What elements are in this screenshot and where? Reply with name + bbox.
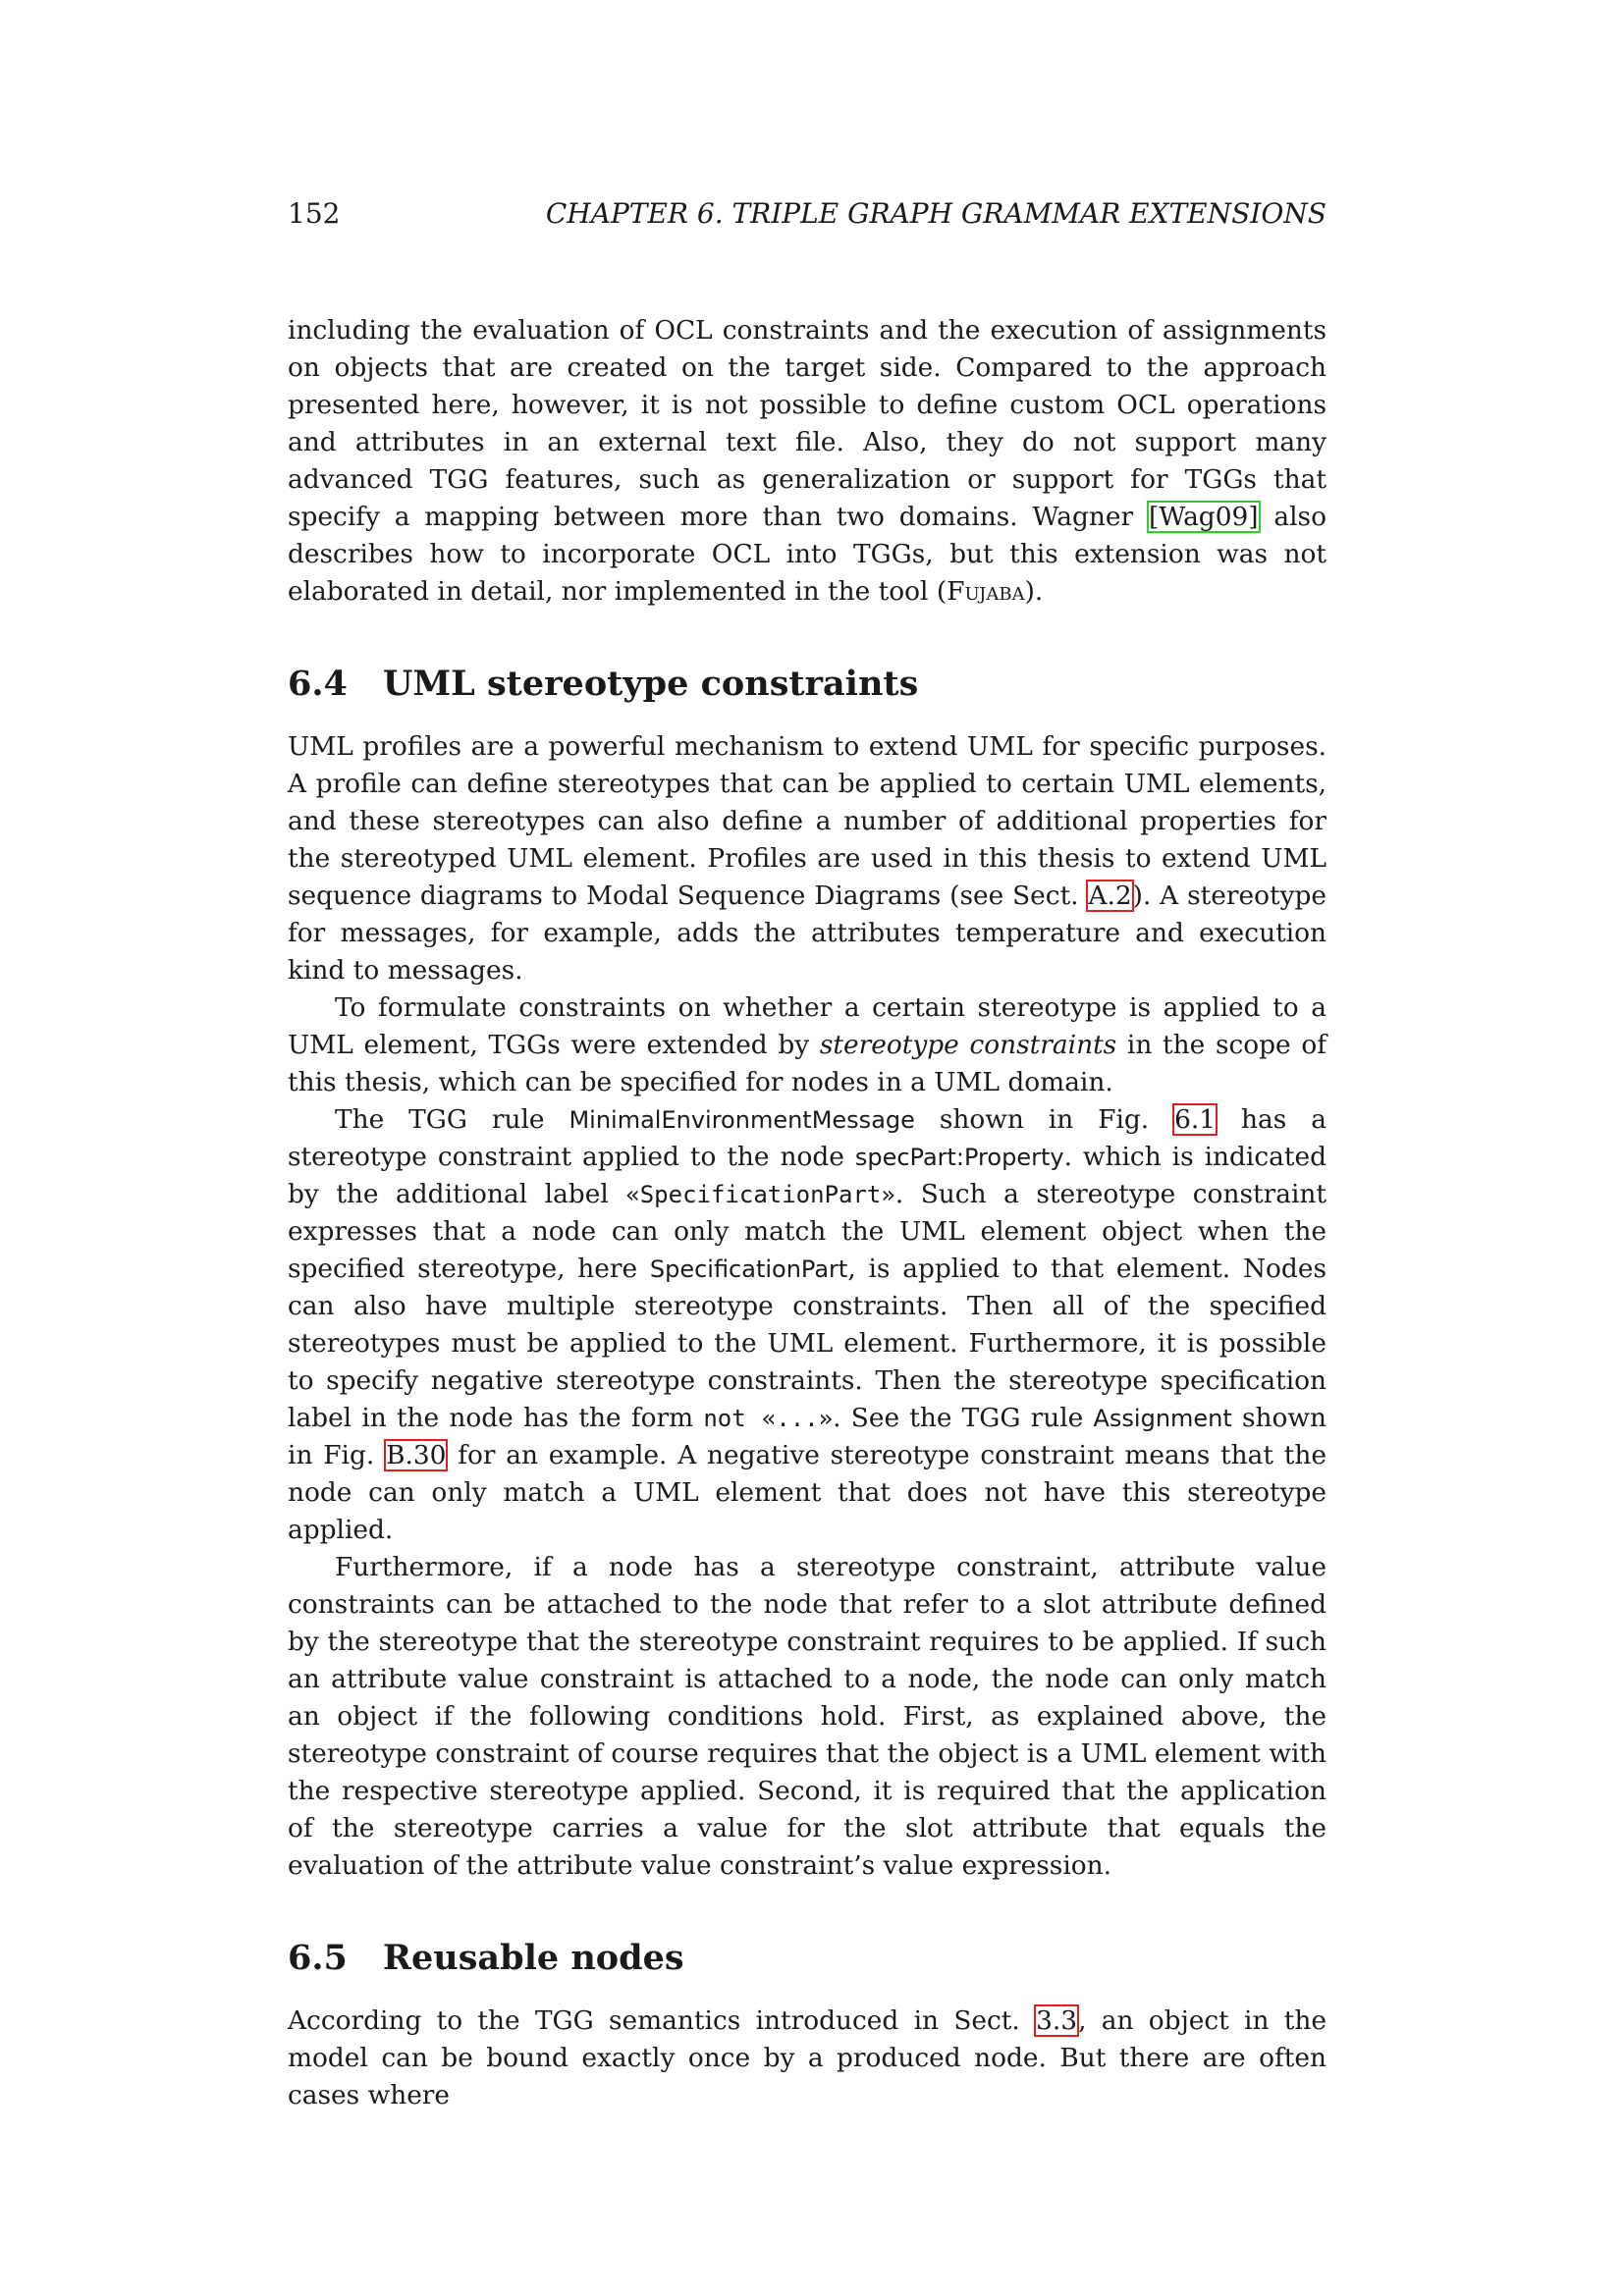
section-title: Reusable nodes — [382, 1938, 684, 1978]
paragraph-reusable-nodes — [288, 2002, 1326, 2114]
text-span: ). A stereotype for messages, for example, adds the attributes temperature and execution kind to messages. — [288, 881, 1326, 986]
paragraph-attribute-constraints: Furthermore, if a node has a stereotype constraint, attribute value constraints can be attached to the node that refer to a slot attribute defined by the stereotype that the stereotype constraint requires to be applied. If such an attribute value constraint is attached to a node, the node can only match an object if the following conditions hold. First, as explained above, the stereotype constraint of course requires that the object is a UML element with the respective stereotype applied. Second, it is required that the application of the stereotype carries a value for the slot attribute that equals the evaluation of the attribute value constraint’s value expression. — [288, 1552, 1326, 1881]
ref-fig-6-1[interactable]: 6.1 — [1174, 1104, 1217, 1135]
section-number: 6.5 — [288, 1938, 348, 1978]
text-span: . which is indicated by the additional label — [288, 1142, 1326, 1209]
rule-name-assignment: Assignment — [1093, 1405, 1232, 1432]
section-heading-6-5 — [288, 1936, 1326, 1981]
paragraph-tgg-rule — [288, 1101, 1326, 1549]
paragraph-constraints — [288, 989, 1326, 1101]
negative-label: not «...» — [703, 1405, 834, 1432]
text-span: The TGG rule — [335, 1104, 569, 1135]
text-span: To formulate constraints on whether a certain stereotype is applied to a UML element, TGGs were extended by — [288, 992, 1326, 1060]
stereotype-label: «SpecificationPart» — [625, 1181, 895, 1208]
citation-wag09[interactable]: [Wag09] — [1148, 502, 1259, 532]
text-span: . See the TGG rule — [833, 1403, 1094, 1433]
text-span: UML profiles are a powerful mechanism to extend UML for specific purposes. A profile can define stereotypes that can be applied to certain UML elements, and these stereotypes can also define a number of additional properties for the stereotyped UML element. Profiles are used in this thesis to extend UML sequence diagrams to Modal Sequence Diagrams (see Sect. — [288, 731, 1326, 911]
text-span: for an example. A negative stereotype constraint means that the node can only match a UML element that does not have this stereotype applied. — [288, 1440, 1327, 1545]
node-name: specPart:Property — [854, 1144, 1064, 1171]
chapter-title: CHAPTER 6. TRIPLE GRAPH GRAMMAR EXTENSIONS — [545, 197, 1326, 230]
text-span: According to the TGG semantics introduced in Sect. — [288, 2005, 1036, 2036]
rule-name: MinimalEnvironmentMessage — [568, 1106, 915, 1134]
text-span: has a stereotype constraint applied to the node — [288, 1104, 1326, 1172]
text-span: ). — [1024, 576, 1044, 607]
text-span: also describes how to incorporate OCL into TGGs, but this extension was not elaborated in detail, nor implemented in the tool ( — [288, 502, 1326, 607]
ref-sect-a2[interactable]: A.2 — [1088, 881, 1132, 911]
text-span: shown in Fig. — [914, 1104, 1174, 1135]
paragraph-profiles — [288, 728, 1326, 989]
text-span: including the evaluation of OCL constraints and the execution of assignments on objects that are created on the target side. Compared to the approach presented here, however, it is not possible to define custom OCL operations and attributes in an external text file. Also, they do not support many advanced TGG features, such as generalization or support for TGGs that specify a mapping between more than two domains. Wagner — [288, 315, 1326, 532]
page-number: 152 — [288, 197, 341, 230]
ref-sect-3-3[interactable]: 3.3 — [1036, 2005, 1078, 2036]
paragraph-intro — [288, 312, 1326, 611]
stereotype-name: SpecificationPart — [649, 1255, 848, 1283]
body-text — [288, 312, 1326, 2114]
section-heading-6-4 — [288, 662, 1326, 707]
emphasis-stereotype-constraints: stereotype constraints — [819, 1030, 1117, 1060]
text-span: , an object in the model can be bound exactly once by a produced node. But there are often cases where — [288, 2005, 1326, 2110]
text-span: , is applied to that element. Nodes can also have multiple stereotype constraints. Then all of the specified stereotypes must be applied to the UML element. Furthermore, it is possible to specify negative stereotype constraints. Then the stereotype specification label in the node has the form — [288, 1254, 1326, 1433]
ref-fig-b-30[interactable]: B.30 — [386, 1440, 447, 1470]
tool-name: Fujaba — [947, 576, 1025, 607]
section-title: UML stereotype constraints — [382, 664, 919, 704]
text-span: in the scope of this thesis, which can be specified for nodes in a UML domain. — [288, 1030, 1327, 1097]
text-span: . Such a stereotype constraint expresses that a node can only match the UML element object when the specified stereotype, here — [288, 1179, 1326, 1284]
section-number: 6.4 — [288, 664, 348, 704]
text-span: shown in Fig. — [288, 1403, 1327, 1470]
